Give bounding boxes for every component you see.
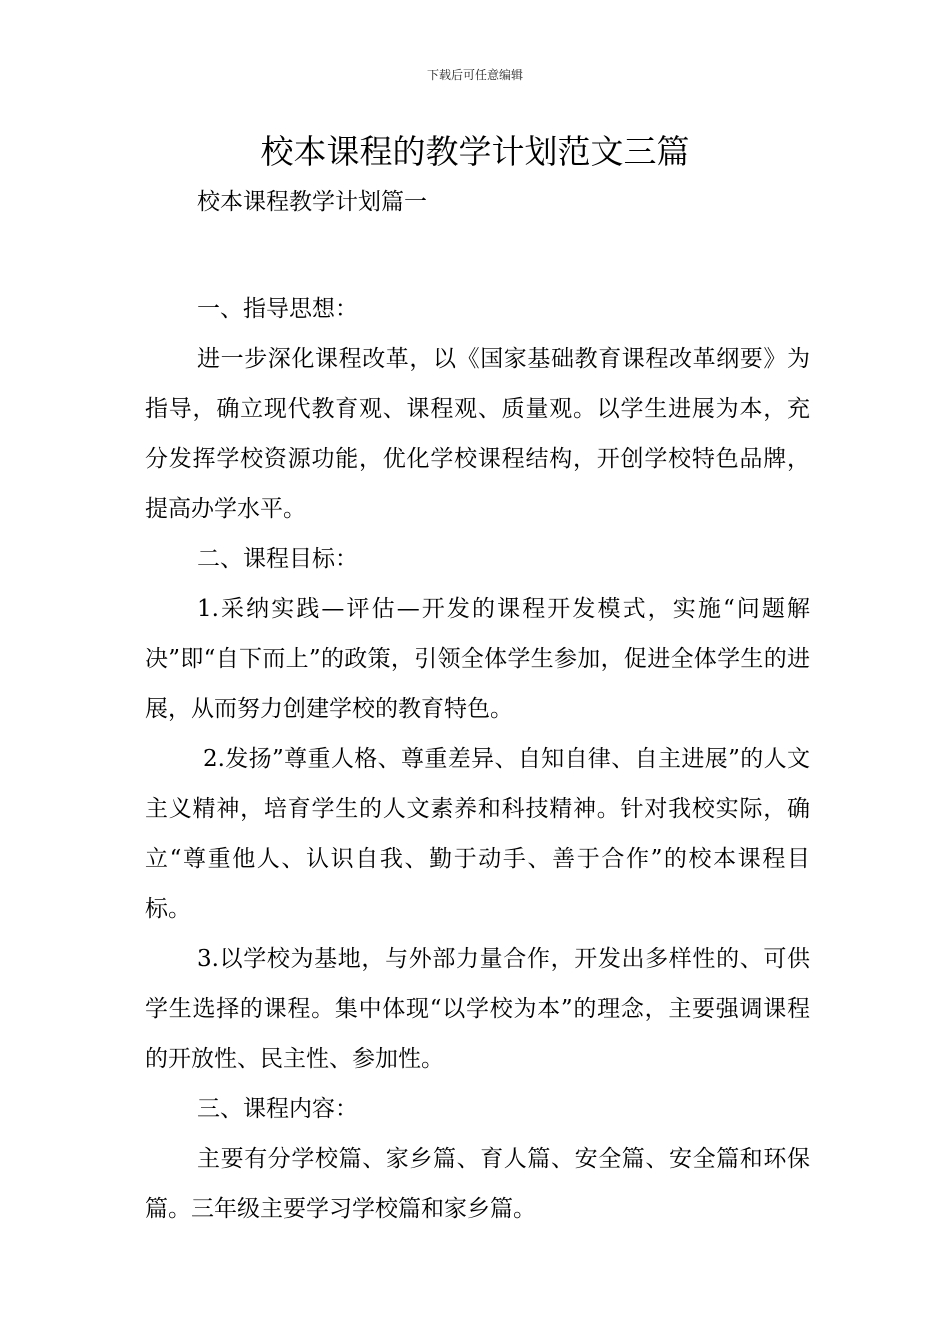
paragraph-goal-2: 2.发扬”尊重人格、尊重差异、自知自律、自主进展”的人文主义精神，培育学生的人文素养和科技精神。针对我校实际，确立“尊重他人、认识自我、勤于动手、善于合作”的校本课程目标。 [145,746,810,922]
paragraph-course-content: 主要有分学校篇、家乡篇、育人篇、安全篇、安全篇和环保篇。三年级主要学习学校篇和家乡篇。 [145,1146,810,1222]
section-heading-course-content: 三、课程内容： [197,1096,358,1122]
section-heading-guiding-ideology: 一、指导思想： [197,296,358,322]
document-subtitle: 校本课程教学计划篇一 [197,189,427,215]
document-body [145,284,810,1234]
header-note: 下载后可任意编辑 [426,68,523,82]
paragraph-goal-3: 3.以学校为基地，与外部力量合作，开发出多样性的、可供学生选择的课程。集中体现“以学校为本”的理念，主要强调课程的开放性、民主性、参加性。 [145,946,810,1072]
document-title: 校本课程的教学计划范文三篇 [260,132,690,171]
paragraph-goal-1: 1.采纳实践—评估—开发的课程开发模式，实施“问题解决”即“自下而上”的政策，引领全体学生参加，促进全体学生的进展，从而努力创建学校的教育特色。 [145,596,810,722]
paragraph-guiding-ideology: 进一步深化课程改革，以《国家基础教育课程改革纲要》为指导，确立现代教育观、课程观、质量观。以学生进展为本，充分发挥学校资源功能，优化学校课程结构，开创学校特色品牌，提高办学水平。 [145,346,810,522]
section-heading-course-goals: 二、课程目标： [197,546,358,572]
